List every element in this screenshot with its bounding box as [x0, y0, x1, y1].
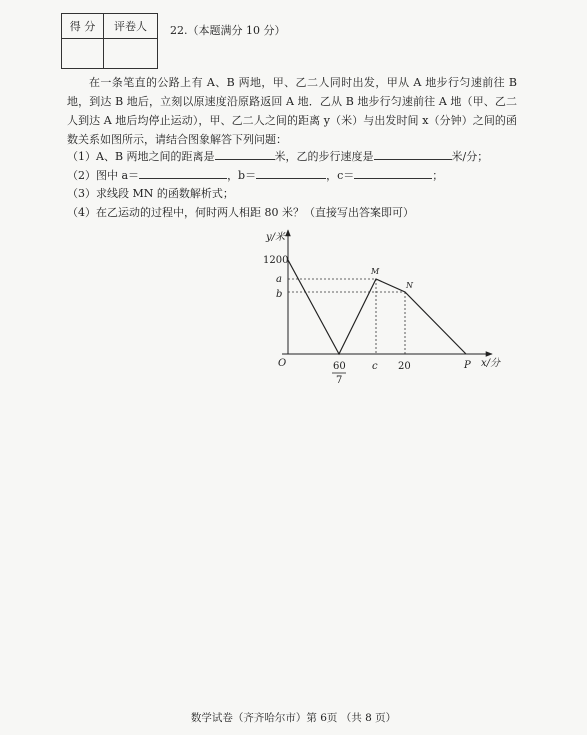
q1-blank-distance[interactable] [215, 147, 275, 160]
x-axis-label: x/分 [481, 358, 501, 369]
question-1 [67, 147, 488, 164]
score-table [61, 13, 158, 69]
y-tick-1200: 1200 [263, 255, 289, 266]
point-P-label: P [464, 360, 471, 371]
y-tick-a: a [276, 274, 282, 285]
x-tick-60-numerator: 60 [333, 361, 346, 372]
point-N-label: N [406, 281, 413, 290]
distance-time-graph [258, 226, 508, 386]
page-footer: 数学试卷（齐齐哈尔市）第 6页 （共 8 页） [190, 712, 397, 724]
q2-blank-b[interactable] [256, 166, 326, 179]
point-M-label: M [371, 267, 380, 276]
grader-cell[interactable] [104, 39, 158, 69]
q2-text-1: （2）图中 a＝ [67, 169, 140, 182]
q2-blank-a[interactable] [139, 166, 227, 179]
q1-text-2: 米，乙的步行速度是 [274, 150, 374, 163]
q2-text-3: ，c＝ [326, 169, 355, 182]
score-cell[interactable] [62, 39, 104, 69]
question-4: （4）在乙运动的过程中，何时两人相距 80 米？（直接写出答案即可） [67, 206, 414, 219]
score-header: 得 分 [62, 14, 104, 39]
q2-text-4: ； [432, 169, 444, 182]
x-tick-20: 20 [398, 361, 411, 372]
x-tick-60-denominator: 7 [336, 375, 343, 386]
q1-text-3: 米/分； [451, 150, 489, 163]
grader-header: 评卷人 [104, 14, 158, 39]
question-header: 22.（本题满分 10 分） [170, 24, 286, 37]
x-tick-c: c [372, 361, 378, 372]
guide-lines [288, 279, 405, 354]
y-axis-label: y/米 [266, 232, 286, 243]
question-3: （3）求线段 MN 的函数解析式； [67, 187, 234, 200]
q1-blank-speed[interactable] [374, 147, 452, 160]
q2-blank-c[interactable] [354, 166, 432, 179]
origin-label: O [278, 358, 287, 369]
y-tick-b: b [276, 289, 283, 300]
question-2 [67, 166, 443, 183]
problem-text: 在一条笔直的公路上有 A、B 两地，甲、乙二人同时出发，甲从 A 地步行匀速前往 B 地，到达 B 地后，立刻以原速度沿原路返回 A 地．乙从 B 地步行匀速前往 A 地（甲、乙二人到达 A 地后均停止运动），甲、乙二人之间的距离 y（米）与出发时间 x（分钟）之间的函数关系如图所示，请结合图象解答下列问题： [67, 76, 517, 146]
q2-text-2: ，b＝ [227, 169, 257, 182]
q1-text-1: （1）A、B 两地之间的距离是 [67, 150, 215, 163]
